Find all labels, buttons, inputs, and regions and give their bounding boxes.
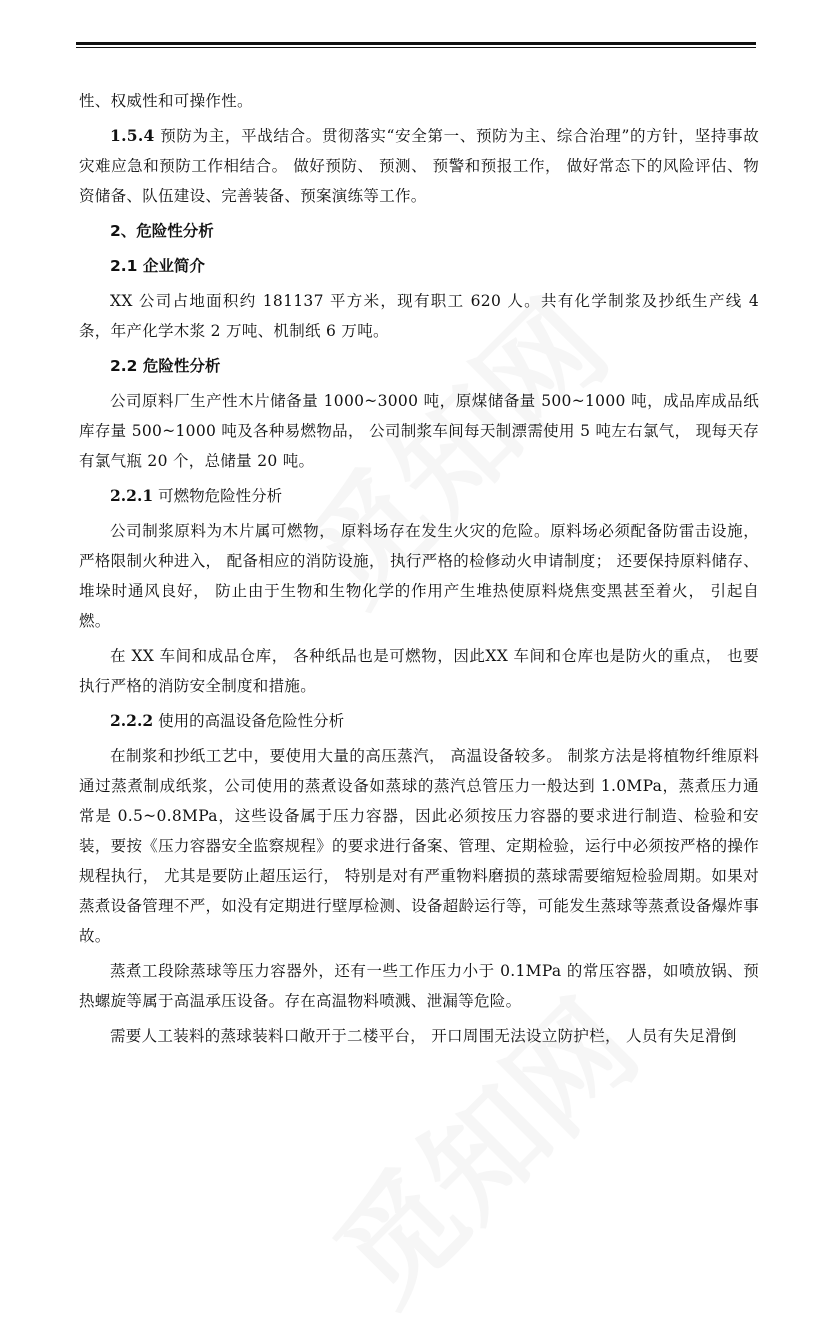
heading-number: 2.2.1 xyxy=(110,486,154,505)
paragraph-2-2: 公司原料厂生产性木片储备量 1000~3000 吨，原煤储备量 500~1000 吨，成品库成品纸库存量 500~1000 吨及各种易燃物品， 公司制浆车间每天制漂需使用 5 吨左右氯气， 现每天存有氯气瓶 20 个，总储量 20 吨。 xyxy=(79,392,759,470)
heading-number: 2.2.2 xyxy=(110,711,154,730)
heading-text: 使用的高温设备危险性分析 xyxy=(153,712,345,730)
header-rule-thin xyxy=(76,47,756,48)
heading-text: 可燃物危险性分析 xyxy=(153,487,283,505)
header-rule xyxy=(76,42,756,45)
paragraph-2-1: XX 公司占地面积约 181137 平方米，现有职工 620 人。共有化学制浆及抄纸生产线 4 条，年产化学木浆 2 万吨、机制纸 6 万吨。 xyxy=(79,292,759,340)
section-text: 预防为主，平战结合。贯彻落实“安全第一、预防为主、综合治理”的方针，坚持事故灾难应急和预防工作相结合。 做好预防、 预测、 预警和预报工作， 做好常态下的风险评估、物资储备、队伍建设、完善装备、预案演练等工作。 xyxy=(79,127,759,205)
paragraph-2-2-1-a: 公司制浆原料为木片属可燃物， 原料场存在发生火灾的危险。原料场必须配备防雷击设施，严格限制火种进入， 配备相应的消防设施， 执行严格的检修动火申请制度； 还要保持原料储存、堆垛时通风良好， 防止由于生物和生物化学的作用产生堆热使原料烧焦变黑甚至着火， 引起自燃。 xyxy=(79,522,759,630)
heading-2-2-1 xyxy=(79,481,759,511)
paragraph: 性、权威性和可操作性。 xyxy=(79,92,253,110)
section-number: 1.5.4 xyxy=(110,126,155,145)
heading-2-2: 2.2 危险性分析 xyxy=(110,357,221,375)
heading-2-1: 2.1 企业简介 xyxy=(110,257,205,275)
paragraph-2-2-2-c: 需要人工装料的蒸球装料口敞开于二楼平台， 开口周围无法设立防护栏， 人员有失足滑倒 xyxy=(110,1027,737,1045)
section-1-5-4 xyxy=(79,121,759,211)
heading-2-2-2 xyxy=(79,706,759,736)
paragraph-2-2-2-a: 在制浆和抄纸工艺中，要使用大量的高压蒸汽， 高温设备较多。 制浆方法是将植物纤维原料通过蒸煮制成纸浆，公司使用的蒸煮设备如蒸球的蒸汽总管压力一般达到 1.0MPa，蒸煮压力通常是 0.5~0.8MPa，这些设备属于压力容器，因此必须按压力容器的要求进行制造、检验和安装，要按《压力容器安全监察规程》的要求进行备案、管理、定期检验，运行中必须按严格的操作规程执行， 尤其是要防止超压运行， 特别是对有严重物料磨损的蒸球需要缩短检验周期。如果对蒸煮设备管理不严，如没有定期进行壁厚检测、设备超龄运行等，可能发生蒸球等蒸煮设备爆炸事故。 xyxy=(79,747,759,945)
document-body xyxy=(79,86,759,1051)
paragraph-2-2-2-b: 蒸煮工段除蒸球等压力容器外，还有一些工作压力小于 0.1MPa 的常压容器，如喷放锅、预热螺旋等属于高温承压设备。存在高温物料喷溅、泄漏等危险。 xyxy=(79,962,759,1010)
paragraph-2-2-1-b: 在 XX 车间和成品仓库， 各种纸品也是可燃物，因此XX 车间和仓库也是防火的重点， 也要执行严格的消防安全制度和措施。 xyxy=(79,647,759,695)
heading-2: 2、危险性分析 xyxy=(110,222,214,240)
